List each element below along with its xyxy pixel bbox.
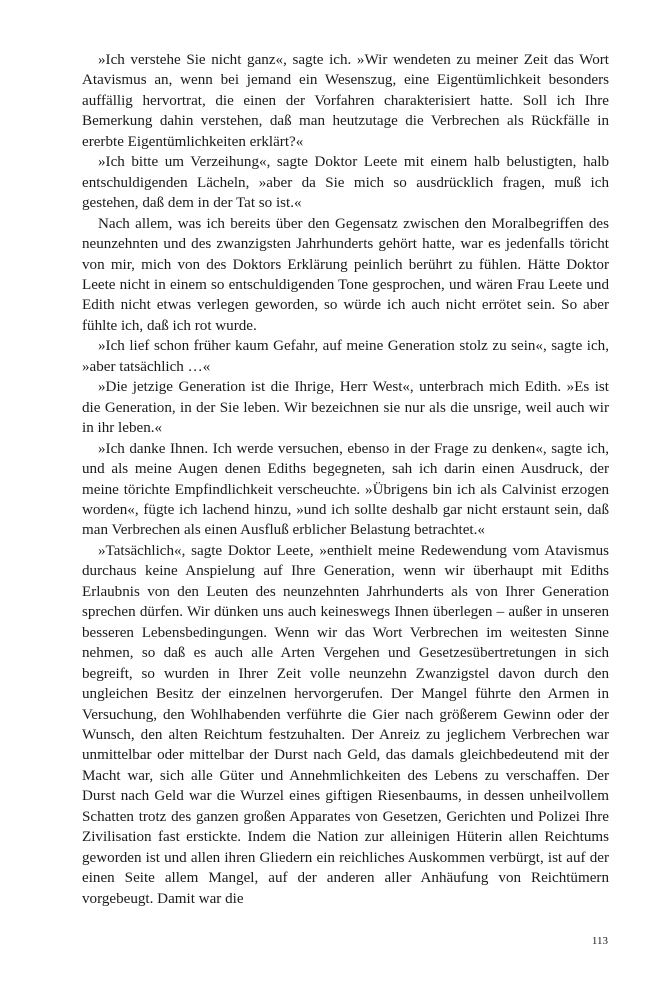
paragraph: »Die jetzige Generation ist die Ihrige, Herr West«, unterbrach mich Edith. »Es ist die Generation, in der Sie leben. Wir bezeichnen sie nur als die unsrige, weil auch wir in ihr leben.« — [82, 379, 609, 437]
paragraph: »Ich bitte um Verzeihung«, sagte Doktor Leete mit einem halb belustigten, halb entschuldigenden Lächeln, »aber da Sie mich so ausdrücklich fragen, muß ich gestehen, daß dem in der Tat so ist.« — [82, 154, 609, 212]
paragraph: »Ich verstehe Sie nicht ganz«, sagte ich. »Wir wendeten zu meiner Zeit das Wort Atavismus an, wenn bei jemand ein Wesenszug, eine Eigentümlichkeit besonders auffällig hervortrat, die einen der Vorfahren charakterisiert hatte. Soll ich Ihre Bemerkung dahin verstehen, daß man heutzutage die Verbrechen als Rückfälle in ererbte Eigentümlichkeiten erklärt?« — [82, 52, 609, 150]
paragraph: »Ich lief schon früher kaum Gefahr, auf meine Generation stolz zu sein«, sagte ich, »aber tatsächlich …« — [82, 338, 609, 375]
text-column — [82, 50, 609, 909]
paragraph: »Ich danke Ihnen. Ich werde versuchen, ebenso in der Frage zu denken«, sagte ich, und als meine Augen denen Ediths begegneten, sah ich darin einen Ausdruck, der meine törichte Empfindlichkeit verscheuchte. »Übrigens bin ich als Calvinist erzogen worden«, fügte ich lachend hinzu, »und ich sollte deshalb gar nicht erstaunt sein, daß man Verbrechen als einen Ausfluß erblicher Belastung betrachtet.« — [82, 440, 609, 539]
paragraph: »Tatsächlich«, sagte Doktor Leete, »enthielt meine Redewendung vom Atavismus durchaus keine Anspielung auf Ihre Generation, wenn wir überhaupt mit Ediths Erlaubnis von den Leuten des neunzehnten Jahrhunderts als von Ihrer Generation sprechen dürfen. Wir dünken uns auch keineswegs Ihnen überlegen – außer in unseren besseren Lebensbedingungen. Wenn wir das Wort Verbrechen im weitesten Sinne nehmen, so daß es auch alle Arten Vergehen und Gesetzesübertretungen in sich begreift, so wurden in Ihrer Zeit volle neunzehn Zwanzigstel davon durch den ungleichen Besitz der einzelnen hervorgerufen. Der Mangel führte den Armen in Versuchung, den Wohlhabenden verführte die Gier nach größerem Gewinn oder der Wunsch, den alten Reichtum festzuhalten. Der Anreiz zu jeglichem Verbrechen war unmittelbar oder mittelbar der Durst nach Geld, das damals gleichbedeutend mit der Macht war, sich alle Güter und Annehmlichkeiten des Lebens zu verschaffen. Der Durst nach Geld war die Wurzel eines giftigen Riesenbaums, in dessen unheilvollem Schatten trotz des ganzen großen Apparates von Gesetzen, Gerichten und Polizei Ihre Zivilisation fast erstickte. Indem die Nation zur alleinigen Hüterin allen Reichtums geworden ist und allen ihren Gliedern ein reichliches Auskommen verbürgt, ist auf der einen Seite allem Mangel, auf der anderen aller Anhäufung von Reichtümern vorgebeugt. Damit war die — [82, 542, 609, 907]
paragraph: Nach allem, was ich bereits über den Gegensatz zwischen den Moralbegriffen des neunzehnten und des zwanzigsten Jahrhunderts gehört hatte, war es jedenfalls töricht von mir, mich von des Doktors Erklärung peinlich berührt zu fühlen. Hätte Doktor Leete nicht in einem so entschuldigenden Tone gesprochen, und wären Frau Leete und Edith nicht etwas verlegen geworden, so würde ich auch nicht errötet sein. So aber fühlte ich, daß ich rot wurde. — [82, 215, 609, 334]
page-number: 113 — [591, 935, 608, 947]
